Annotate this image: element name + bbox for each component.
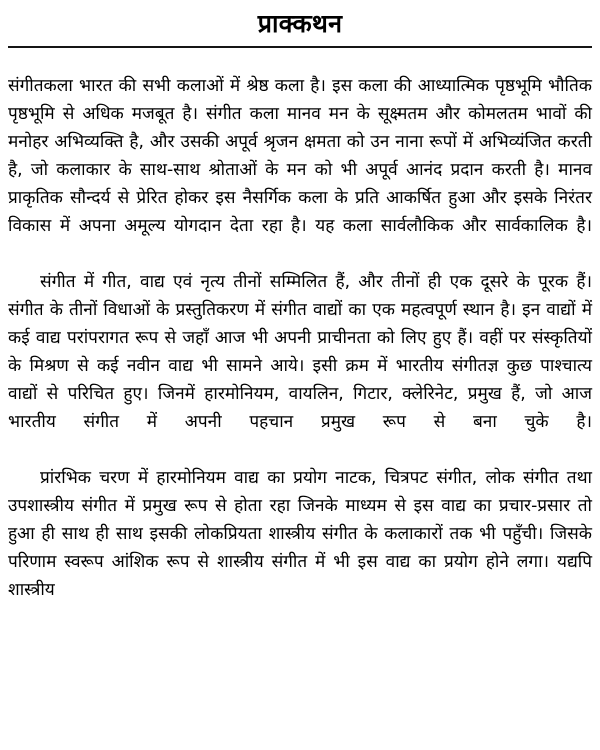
paragraph-2: संगीत में गीत, वाद्य एवं नृत्य तीनों सम्मिलित हैं, और तीनों ही एक दूसरे के पूरक हैं। संगीत के तीनों विधाओं के प्रस्तुतिकरण में संगीत वाद्यों का एक महत्वपूर्ण स्थान है। इन वाद्यों में कई वाद्य परांपरागत रूप से जहाँ आज भी अपनी प्राचीनता को लिए हुए हैं। वहीं पर संस्कृतियों के मिश्रण से कई नवीन वाद्य भी सामने आये। इसी क्रम में भारतीय संगीतज्ञ कुछ पाश्चात्य वाद्यों से परिचित हुए। जिनमें हारमोनियम, वायलिन, गिटार, क्लेरिनेट, प्रमुख हैं, जो आज भारतीय संगीत में अपनी पहचान प्रमुख रूप से बना चुके है। [8,271,592,432]
paragraph-1: संगीतकला भारत की सभी कलाओं में श्रेष्ठ कला है। इस कला की आध्यात्मिक पृष्ठभूमि भौतिक पृष्ठभूमि से अधिक मजबूत है। संगीत कला मानव मन के सूक्ष्मतम और कोमलतम भावों की मनोहर अभिव्यक्ति है, और उसकी अपूर्व श्रृजन क्षमता को उन नाना रूपों में अभिव्यंजित करती है, जो कलाकार के साथ-साथ श्रोताओं के मन को भी अपूर्व आनंद प्रदान करती है। मानव प्राकृतिक सौन्दर्य से प्रेरित होकर इस नैसर्गिक कला के प्रति आकर्षित हुआ और इसके निरंतर विकास में अपना अमूल्य योगदान देता रहा है। यह कला सार्वलौकिक और सार्वकालिक है। [8,75,592,236]
page-title: प्राक्कथन [257,9,343,38]
document-body [8,72,592,604]
title-divider [8,46,592,48]
paragraph-3: प्रांरभिक चरण में हारमोनियम वाद्य का प्रयोग नाटक, चित्रपट संगीत, लोक संगीत तथा उपशास्त्रीय संगीत में प्रमुख रूप से होता रहा जिनके माध्यम से इस वाद्य का प्रचार-प्रसार तो हुआ ही साथ ही साथ इसकी लोकप्रियता शास्त्रीय संगीत के कलाकारों तक भी पहुँची। जिसके परिणाम स्वरूप आंशिक रूप से शास्त्रीय संगीत में भी इस वाद्य का प्रयोग होने लगा। यद्यपि शास्त्रीय [8,467,592,600]
